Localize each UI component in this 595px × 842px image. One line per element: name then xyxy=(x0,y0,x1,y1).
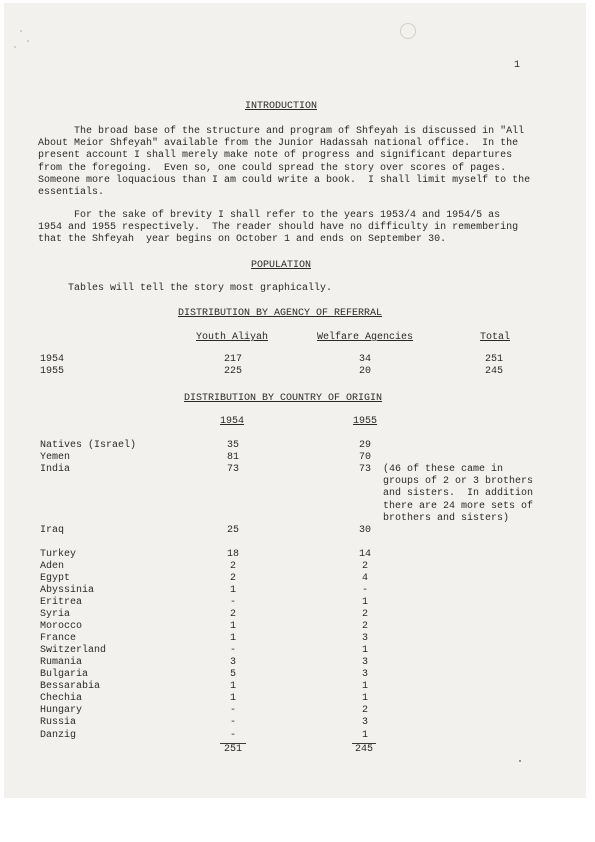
origin-country: Danzig xyxy=(40,730,77,741)
origin-total-1954: 251 xyxy=(223,744,242,755)
text-line: and sisters. In addition xyxy=(383,488,534,500)
origin-value-1954: 35 xyxy=(226,440,239,451)
origin-country: Turkey xyxy=(40,549,77,560)
origin-country: Eritrea xyxy=(40,597,83,608)
origin-country: Abyssinia xyxy=(40,585,95,596)
text-line: that the Shfeyah year begins on October 1 and ends on September 30. xyxy=(38,234,447,246)
origin-value-1955: 3 xyxy=(361,717,368,728)
origin-header-1954: 1954 xyxy=(220,416,245,427)
origin-value-1955: 14 xyxy=(358,549,371,560)
population-intro: Tables will tell the story most graphically. xyxy=(68,283,333,294)
population-heading: POPULATION xyxy=(251,260,312,271)
text-line: present account I shall merely make note of progress and significant departures xyxy=(38,150,513,162)
origin-country: India xyxy=(40,464,71,475)
origin-value-1954: - xyxy=(229,597,236,608)
origin-country: Morocco xyxy=(40,621,83,632)
origin-value-1954: 2 xyxy=(229,561,236,572)
origin-value-1955: 3 xyxy=(361,657,368,668)
origin-country: Syria xyxy=(40,609,71,620)
origin-value-1954: 3 xyxy=(229,657,236,668)
origin-value-1955: 2 xyxy=(361,609,368,620)
origin-value-1954: 1 xyxy=(229,621,236,632)
origin-value-1955: 1 xyxy=(361,681,368,692)
origin-value-1954: 5 xyxy=(229,669,236,680)
origin-value-1955: 1 xyxy=(361,597,368,608)
text-line: The broad base of the structure and program of Shfeyah is discussed in "All xyxy=(38,126,525,137)
text-line: For the sake of brevity I shall refer to the years 1953/4 and 1954/5 as xyxy=(38,210,501,221)
origin-value-1954: - xyxy=(229,645,236,656)
referral-year: 1955 xyxy=(40,366,65,377)
referral-total-value: 251 xyxy=(484,354,503,365)
origin-country: Aden xyxy=(40,561,65,572)
referral-header-welfare: Welfare Agencies xyxy=(317,332,414,343)
origin-country: France xyxy=(40,633,77,644)
origin-country: Iraq xyxy=(40,525,65,536)
text-line: 1954 and 1955 respectively. The reader should have no difficulty in remembering xyxy=(38,222,519,234)
paper-speck xyxy=(519,760,521,762)
origin-value-1954: - xyxy=(229,717,236,728)
referral-youth-value: 225 xyxy=(223,366,242,377)
origin-value-1955: 3 xyxy=(361,633,368,644)
referral-header-youth: Youth Aliyah xyxy=(196,332,269,343)
referral-welfare-value: 34 xyxy=(358,354,371,365)
text-line: About Meior Shfeyah" available from the Junior Hadassah national office. In the xyxy=(38,138,519,150)
origin-value-1955: - xyxy=(361,585,368,596)
origin-country: Chechia xyxy=(40,693,83,704)
origin-value-1954: - xyxy=(229,730,236,741)
origin-value-1954: 18 xyxy=(226,549,239,560)
origin-country: Rumania xyxy=(40,657,83,668)
origin-value-1955: 3 xyxy=(361,669,368,680)
text-line: brothers and sisters) xyxy=(383,512,510,524)
origin-header-1955: 1955 xyxy=(353,416,378,427)
origin-value-1954: 2 xyxy=(229,609,236,620)
origin-value-1955: 29 xyxy=(358,440,371,451)
paper-mark xyxy=(400,23,416,39)
origin-total-1955: 245 xyxy=(354,744,373,755)
intro-paragraph-2 xyxy=(38,210,518,247)
text-line: essentials. xyxy=(38,187,105,199)
text-line: from the foregoing. Even so, one could spread the story over scores of pages. xyxy=(38,162,507,174)
referral-heading: DISTRIBUTION BY AGENCY OF REFERRAL xyxy=(178,308,383,319)
text-line: (46 of these came in xyxy=(383,464,504,475)
referral-total-value: 245 xyxy=(484,366,503,377)
origin-value-1954: 81 xyxy=(226,452,239,463)
origin-country: Natives (Israel) xyxy=(40,440,137,451)
origin-value-1955: 1 xyxy=(361,645,368,656)
origin-value-1955: 70 xyxy=(358,452,371,463)
text-line: groups of 2 or 3 brothers xyxy=(383,476,534,488)
referral-youth-value: 217 xyxy=(223,354,242,365)
text-line: there are 24 more sets of xyxy=(383,500,534,512)
paper-speck xyxy=(27,40,29,42)
origin-country: Bessarabia xyxy=(40,681,101,692)
origin-country: Egypt xyxy=(40,573,71,584)
origin-value-1954: 2 xyxy=(229,573,236,584)
origin-value-1955: 1 xyxy=(361,730,368,741)
origin-country: Bulgaria xyxy=(40,669,89,680)
origin-value-1954: - xyxy=(229,705,236,716)
origin-value-1954: 25 xyxy=(226,525,239,536)
origin-country: Hungary xyxy=(40,705,83,716)
origin-value-1955: 73 xyxy=(358,464,371,475)
origin-country: Russia xyxy=(40,717,77,728)
origin-value-1955: 1 xyxy=(361,693,368,704)
origin-value-1955: 2 xyxy=(361,561,368,572)
paper-speck xyxy=(20,30,22,32)
origin-value-1954: 1 xyxy=(229,585,236,596)
page-number: 1 xyxy=(514,60,521,71)
origin-value-1955: 4 xyxy=(361,573,368,584)
origin-value-1954: 1 xyxy=(229,633,236,644)
origin-value-1955: 2 xyxy=(361,621,368,632)
origin-value-1954: 1 xyxy=(229,693,236,704)
origin-country: Switzerland xyxy=(40,645,107,656)
origin-heading: DISTRIBUTION BY COUNTRY OF ORIGIN xyxy=(184,393,383,404)
origin-value-1954: 1 xyxy=(229,681,236,692)
origin-value-1955: 30 xyxy=(358,525,371,536)
introduction-heading: INTRODUCTION xyxy=(245,101,318,112)
referral-header-total: Total xyxy=(480,332,511,343)
origin-country: Yemen xyxy=(40,452,71,463)
paper-speck xyxy=(14,46,16,48)
referral-welfare-value: 20 xyxy=(358,366,371,377)
origin-value-1954: 73 xyxy=(226,464,239,475)
referral-year: 1954 xyxy=(40,354,65,365)
intro-paragraph-1 xyxy=(38,126,530,199)
origin-value-1955: 2 xyxy=(361,705,368,716)
text-line: Someone more loquacious than I am could write a book. I shall limit myself to the xyxy=(38,174,531,186)
india-note xyxy=(383,464,533,525)
